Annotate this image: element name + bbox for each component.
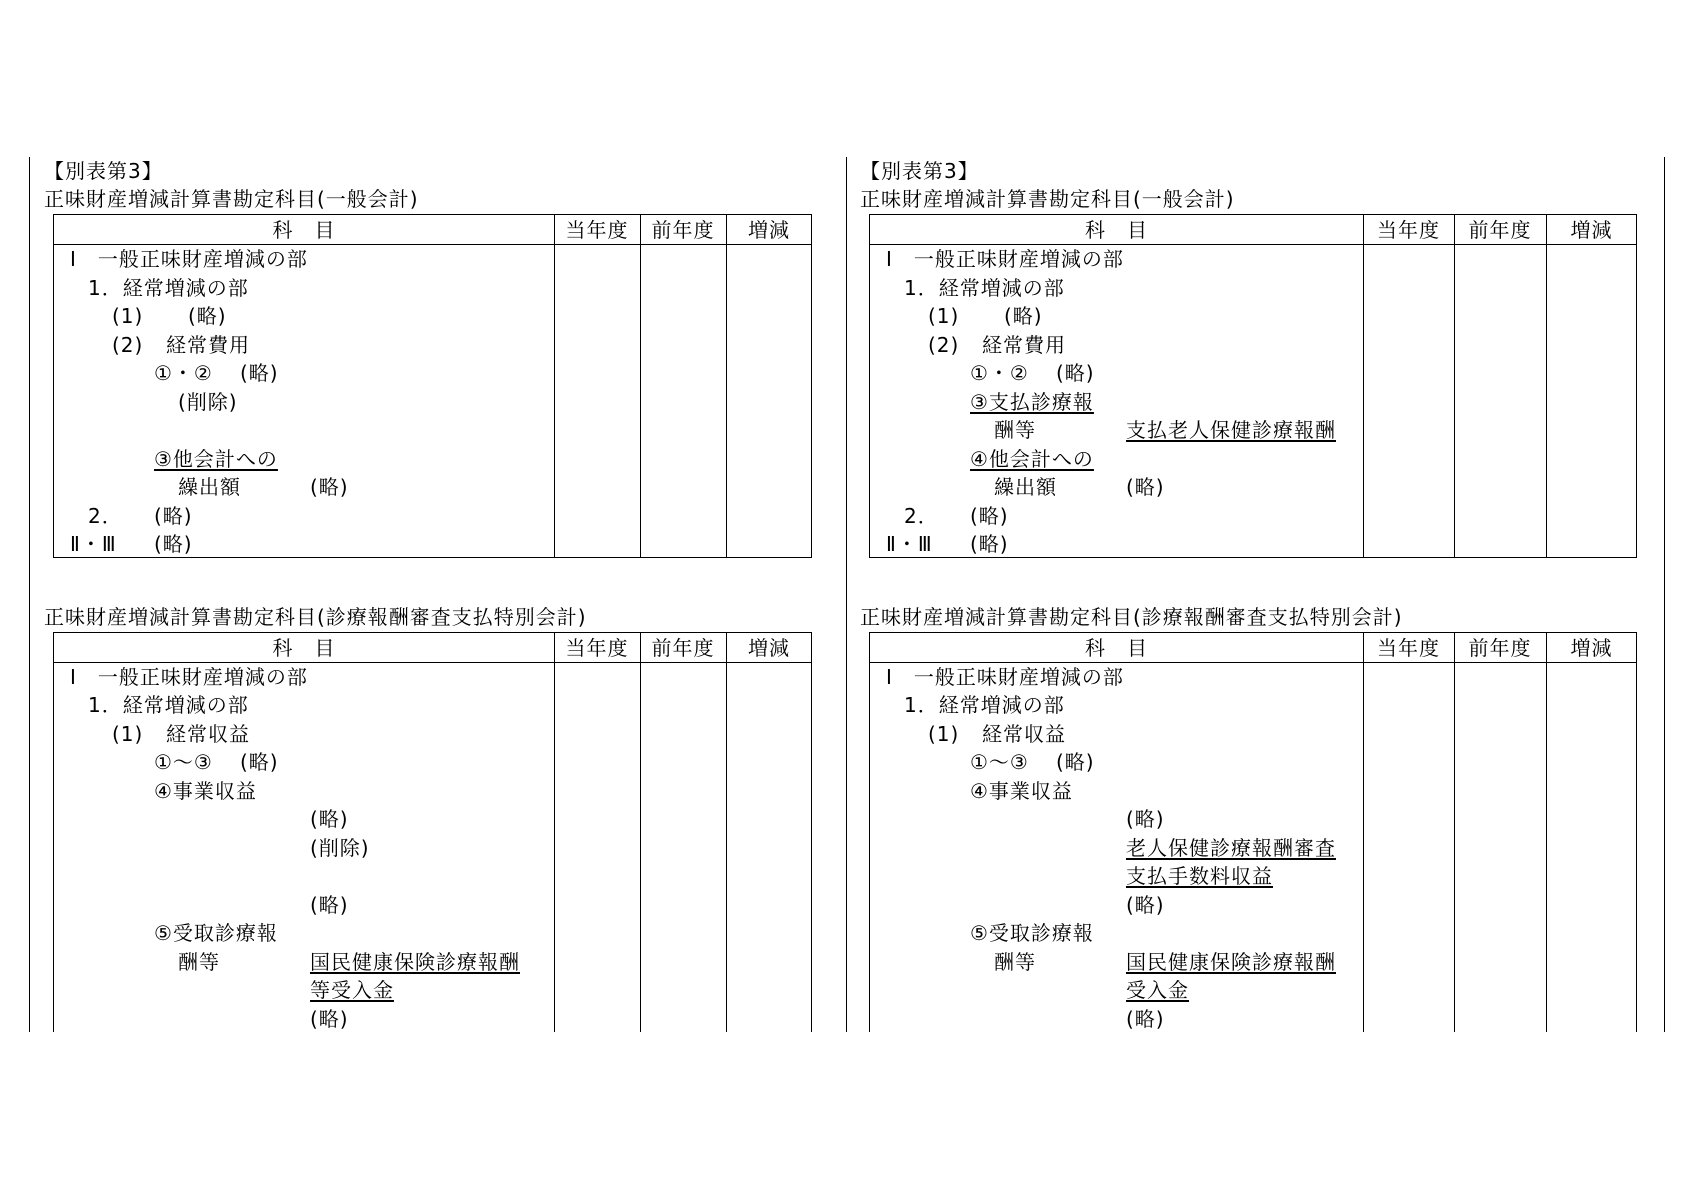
col-header-subject: 科 目 <box>272 636 336 660</box>
row-text: (2) <box>112 333 144 357</box>
row-text: (略) <box>310 1007 349 1031</box>
row-text: 等受入金 <box>310 978 394 1002</box>
row-text: (略) <box>154 532 193 556</box>
right-general-title: 正味財産増減計算書勘定科目(一般会計) <box>860 187 1235 211</box>
left-appendix-header: 【別表第3】 <box>44 159 163 183</box>
row-text: 1．経常増減の部 <box>904 693 1065 717</box>
row-text: 老人保健診療報酬審査 <box>1126 836 1336 860</box>
right-general-table <box>869 214 1637 558</box>
row-text: 1．経常増減の部 <box>88 276 249 300</box>
row-text: (略) <box>154 504 193 528</box>
row-text: (削除) <box>310 836 370 860</box>
row-text: ①～③ <box>970 750 1029 774</box>
row-text: Ⅰ 一般正味財産増減の部 <box>886 665 1124 689</box>
row-text: (略) <box>1126 475 1165 499</box>
col-header-previous-year: 前年度 <box>651 218 715 242</box>
col-header-current-year: 当年度 <box>565 636 629 660</box>
row-text: (略) <box>310 807 349 831</box>
right-margin-line <box>1664 157 1665 1032</box>
row-text: (1) <box>112 304 144 328</box>
row-text: 2． <box>904 504 939 528</box>
col-header-subject: 科 目 <box>1085 636 1148 660</box>
row-text: (略) <box>310 893 349 917</box>
row-text: 繰出額 <box>178 475 241 499</box>
row-text: 経常収益 <box>982 722 1066 746</box>
row-text: ③支払診療報 <box>970 390 1094 414</box>
row-text: 酬等 <box>994 950 1036 974</box>
row-text: ⑤受取診療報 <box>154 921 278 945</box>
row-text: (削除) <box>178 390 238 414</box>
left-special-title: 正味財産増減計算書勘定科目(診療報酬審査支払特別会計) <box>44 605 587 629</box>
row-text: (略) <box>1056 750 1095 774</box>
center-divider-line <box>846 157 847 1032</box>
row-text: (略) <box>1126 807 1165 831</box>
row-text: 経常費用 <box>982 333 1066 357</box>
row-text: ④事業収益 <box>970 779 1073 803</box>
left-special-table <box>53 632 812 1032</box>
row-text: ①・② <box>970 361 1029 385</box>
row-text: (略) <box>188 304 227 328</box>
left-general-table <box>53 214 812 558</box>
row-text: (1) <box>928 304 960 328</box>
right-appendix-header: 【別表第3】 <box>860 159 979 183</box>
left-margin-line <box>29 157 30 1032</box>
left-general-title: 正味財産増減計算書勘定科目(一般会計) <box>44 187 419 211</box>
row-text: Ⅰ 一般正味財産増減の部 <box>70 247 308 271</box>
row-text: 繰出額 <box>994 475 1057 499</box>
row-text: 酬等 <box>994 418 1036 442</box>
row-text: 経常費用 <box>166 333 250 357</box>
row-text: ⑤受取診療報 <box>970 921 1094 945</box>
row-text: 1．経常増減の部 <box>88 693 249 717</box>
row-text: Ⅱ・Ⅲ <box>70 532 117 556</box>
row-text: 受入金 <box>1126 978 1189 1002</box>
row-text: 経常収益 <box>166 722 250 746</box>
col-header-previous-year: 前年度 <box>1468 636 1532 660</box>
row-text: (略) <box>240 361 279 385</box>
row-text: (1) <box>928 722 960 746</box>
right-special-table <box>869 632 1637 1032</box>
col-header-subject: 科 目 <box>1085 218 1148 242</box>
col-header-change: 増減 <box>1570 636 1613 660</box>
col-header-previous-year: 前年度 <box>651 636 715 660</box>
row-text: ①～③ <box>154 750 213 774</box>
col-header-current-year: 当年度 <box>565 218 629 242</box>
row-text: (略) <box>240 750 279 774</box>
col-header-subject: 科 目 <box>272 218 336 242</box>
row-text: 酬等 <box>178 950 220 974</box>
row-text: (1) <box>112 722 144 746</box>
right-special-title: 正味財産増減計算書勘定科目(診療報酬審査支払特別会計) <box>860 605 1403 629</box>
row-text: ①・② <box>154 361 213 385</box>
col-header-change: 増減 <box>748 636 790 660</box>
row-text: (略) <box>310 475 349 499</box>
row-text: 2． <box>88 504 123 528</box>
row-text: (略) <box>970 532 1009 556</box>
col-header-change: 増減 <box>748 218 790 242</box>
row-text: 支払手数料収益 <box>1126 864 1273 888</box>
row-text: (略) <box>1056 361 1095 385</box>
row-text: Ⅰ 一般正味財産増減の部 <box>886 247 1124 271</box>
row-text: ④事業収益 <box>154 779 257 803</box>
col-header-current-year: 当年度 <box>1377 218 1440 242</box>
row-text: (略) <box>970 504 1009 528</box>
col-header-previous-year: 前年度 <box>1468 218 1532 242</box>
row-text: (略) <box>1126 1007 1165 1031</box>
row-text: 1．経常増減の部 <box>904 276 1065 300</box>
row-text: (2) <box>928 333 960 357</box>
col-header-current-year: 当年度 <box>1377 636 1440 660</box>
row-text: Ⅰ 一般正味財産増減の部 <box>70 665 308 689</box>
row-text: (略) <box>1126 893 1165 917</box>
row-text: (略) <box>1004 304 1043 328</box>
row-text: 国民健康保険診療報酬 <box>310 950 520 974</box>
row-text: ③他会計への <box>154 447 278 471</box>
col-header-change: 増減 <box>1570 218 1613 242</box>
row-text: ④他会計への <box>970 447 1094 471</box>
row-text: Ⅱ・Ⅲ <box>886 532 933 556</box>
row-text: 支払老人保健診療報酬 <box>1126 418 1336 442</box>
row-text: 国民健康保険診療報酬 <box>1126 950 1336 974</box>
